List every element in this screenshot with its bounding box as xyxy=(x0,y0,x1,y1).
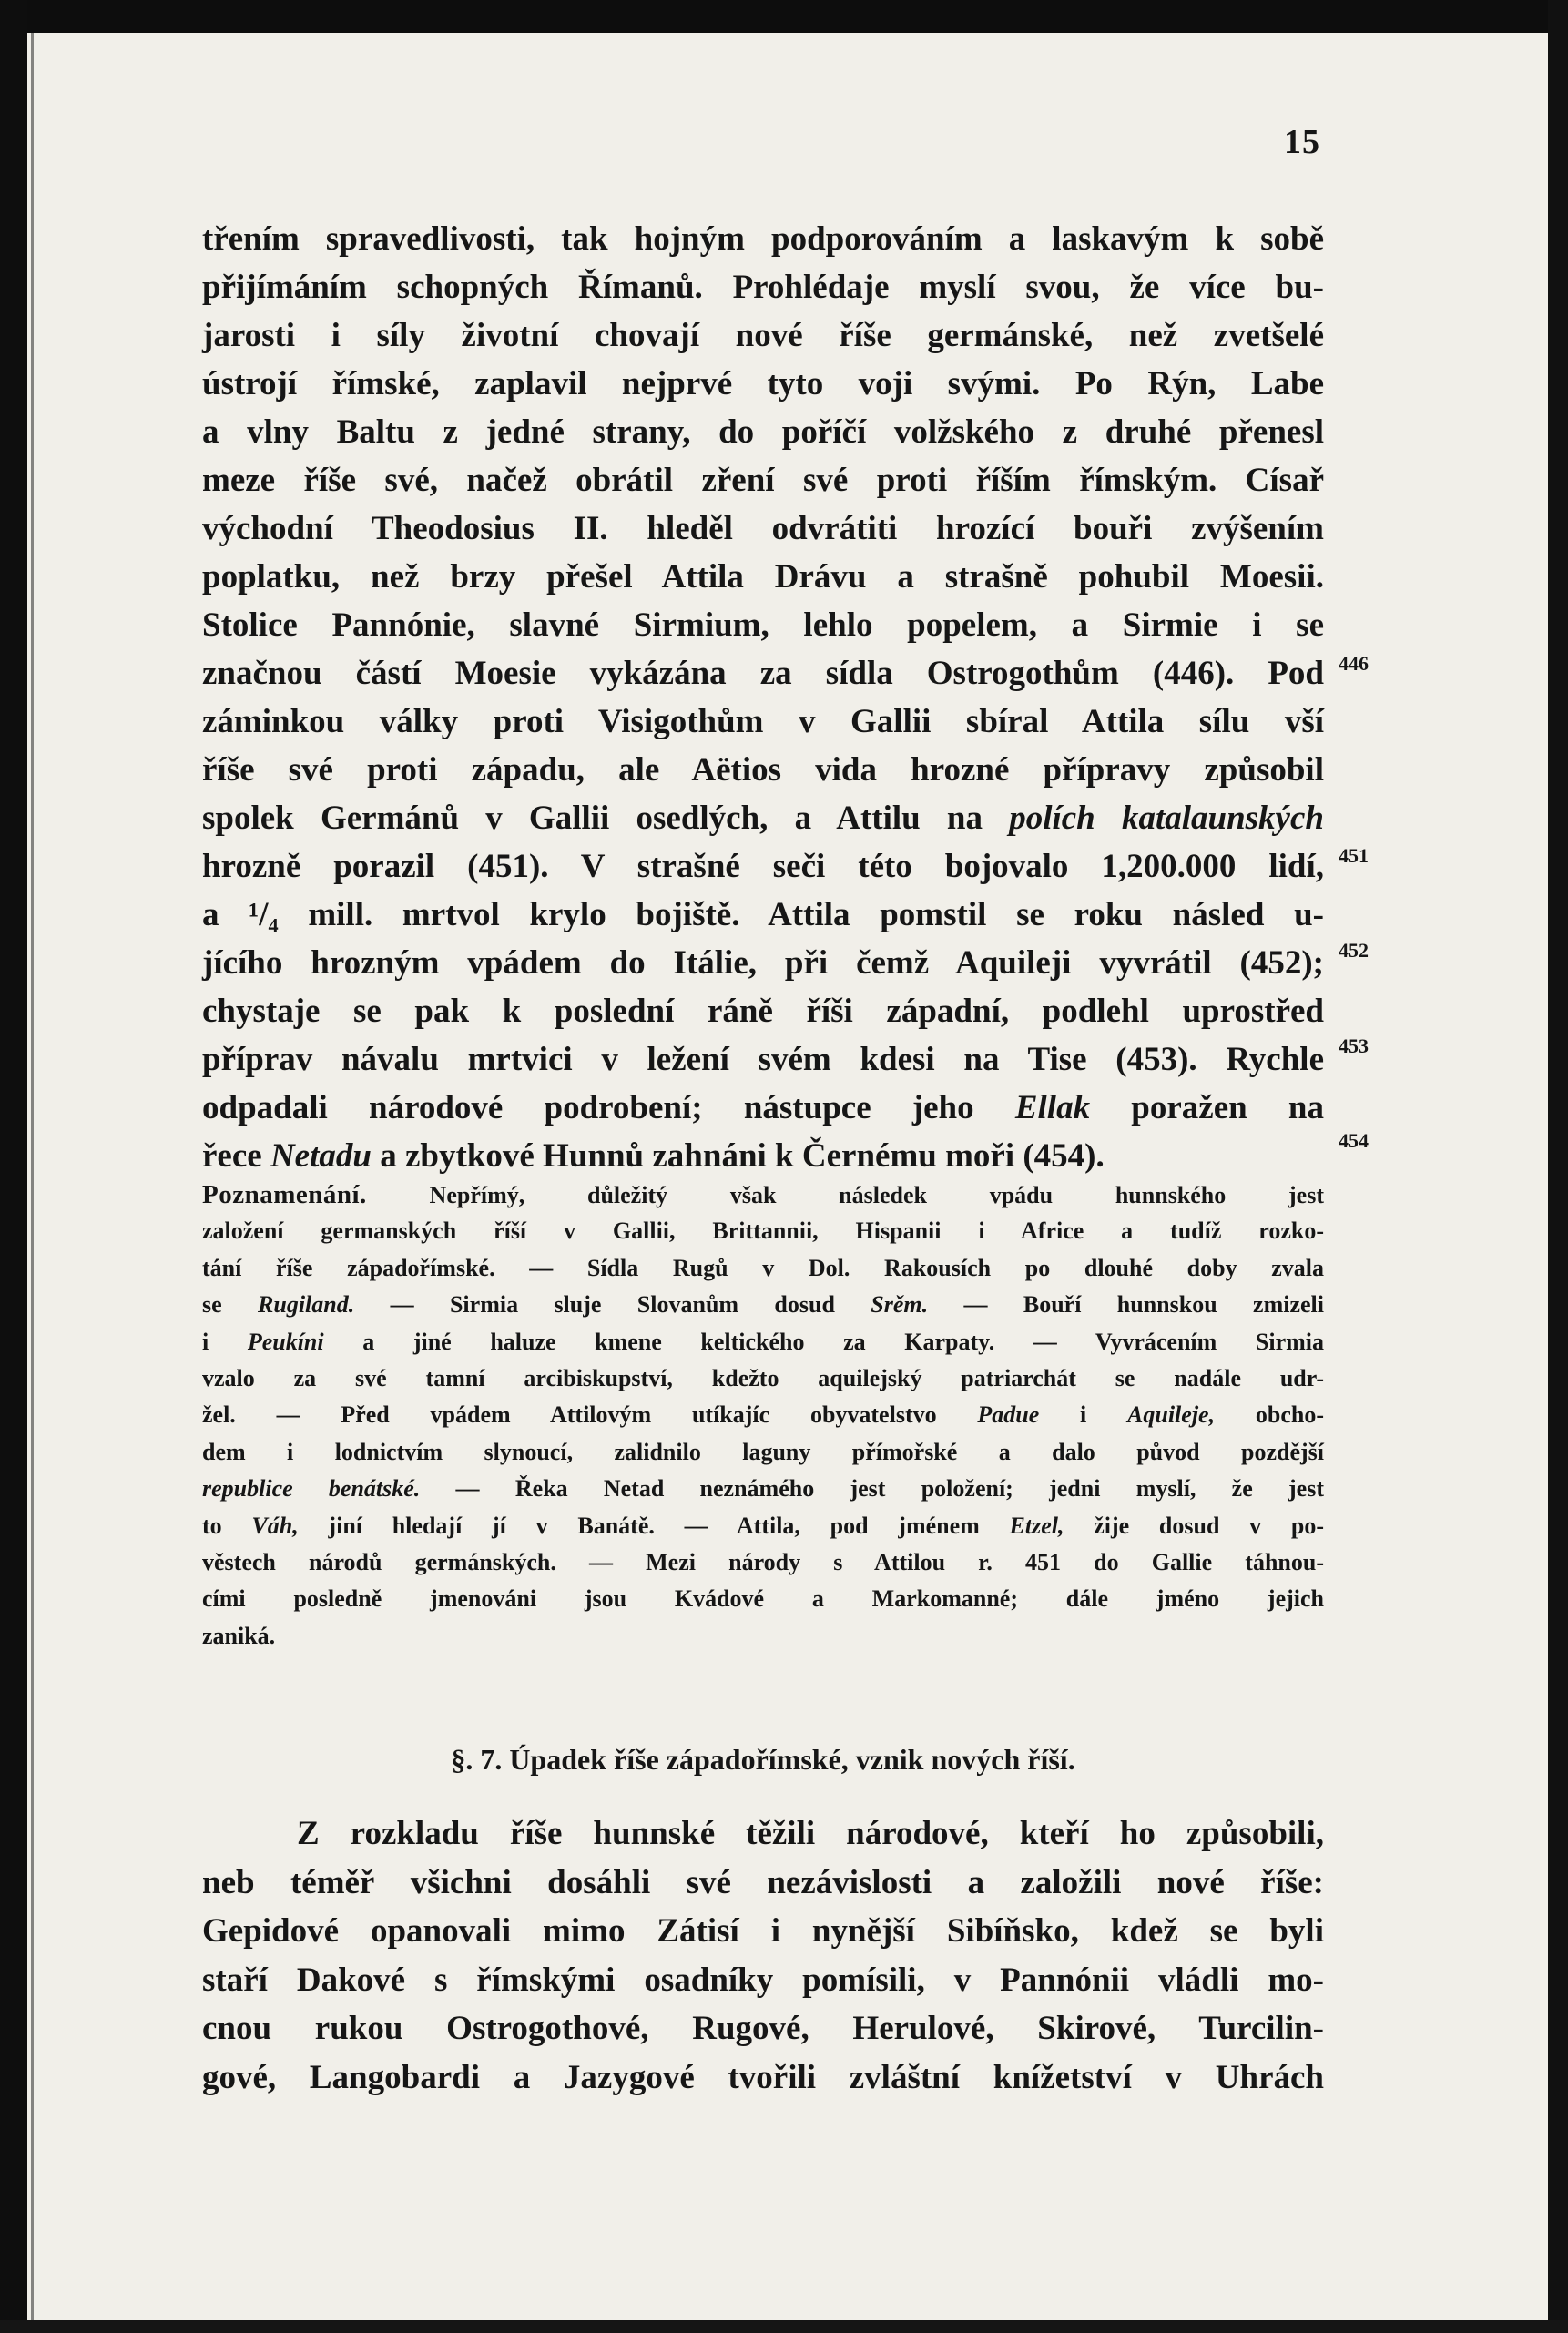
page-number: 15 xyxy=(1284,123,1320,161)
text-line: Gepidové opanovali mimo Zátisí i nynější Sibíňsko, kdež se byli xyxy=(202,1912,1324,1951)
text-run: — Řeka Netad neznámého jest položení; jedni myslí, že jest xyxy=(420,1475,1324,1503)
italic-term: Aquileje, xyxy=(1127,1401,1216,1429)
note-line xyxy=(202,1471,1324,1507)
text-line: Z rozkladu říše hunnské těžili národové, kteří ho způsobili, xyxy=(297,1815,1324,1852)
text-line: Stolice Pannónie, slavné Sirmium, lehlo popelem, a Sirmie i se xyxy=(202,606,1324,644)
margin-year-note: 454 xyxy=(1339,1129,1369,1152)
text-line: a vlny Baltu z jedné strany, do poříčí volžského z druhé přenesl xyxy=(202,413,1324,451)
italic-term: polích katalaunských xyxy=(1009,800,1324,837)
text-run: i xyxy=(1039,1401,1128,1429)
italic-term: Ellak xyxy=(1014,1089,1091,1126)
scan-border-bottom xyxy=(0,2320,1568,2333)
text-line: říše své proti západu, ale Aëtios vida hrozné přípravy způsobil xyxy=(202,751,1324,789)
italic-term: Rugiland. xyxy=(258,1291,355,1319)
text-line xyxy=(202,1132,1324,1180)
text-line: východní Theodosius II. hleděl odvrátiti hrozící bouři zvýšením xyxy=(202,510,1324,547)
text-line: jícího hrozným vpádem do Itálie, při čemž Aquileji vyvrátil (452); xyxy=(202,944,1324,982)
text-run: — Bouří hunnskou zmizeli xyxy=(928,1291,1324,1319)
note-line xyxy=(202,1287,1324,1323)
scan-border-top xyxy=(0,0,1568,33)
text-run: — Sirmia sluje Slovanům dosud xyxy=(354,1291,871,1319)
text-run: a zbytkové Hunnů zahnáni k Černému moři (454). xyxy=(371,1137,1105,1175)
italic-term: Netadu xyxy=(270,1137,372,1175)
note-line: věstech národů germánských. — Mezi národy s Attilou r. 451 do Gallie táhnou- xyxy=(202,1548,1324,1575)
margin-year-note: 452 xyxy=(1339,939,1369,962)
text-line: přijímáním schopných Římanů. Prohlédaje myslí svou, že více bu- xyxy=(202,269,1324,306)
note-line: založení germanských říší v Gallii, Brittannii, Hispanii i Africe a tudíž rozko- xyxy=(202,1217,1324,1245)
note-line xyxy=(202,1397,1324,1433)
text-line: cnou rukou Ostrogothové, Rugové, Herulové, Skirové, Turcilin- xyxy=(202,2010,1324,2048)
italic-term: Peukíni xyxy=(247,1328,324,1355)
italic-term: Padue xyxy=(977,1401,1040,1429)
text-run: odpadali národové podrobení; nástupce jeho xyxy=(202,1089,1015,1126)
text-line xyxy=(202,1084,1324,1132)
text-line: meze říše své, načež obrátil zření své proti říším římským. Císař xyxy=(202,462,1324,499)
text-line: značnou částí Moesie vykázána za sídla Ostrogothům (446). Pod xyxy=(202,655,1324,692)
text-run: to xyxy=(202,1512,252,1539)
note-line: tání říše západořímské. — Sídla Rugů v Dol. Rakousích po dlouhé doby zvala xyxy=(202,1254,1324,1281)
margin-year-note: 451 xyxy=(1339,844,1369,867)
text-line: jarosti i síly životní chovají nové říše germánské, než zvetšelé xyxy=(202,317,1324,354)
note-line xyxy=(202,1324,1324,1360)
text-line xyxy=(202,794,1324,842)
text-run: Nepřímý, důležitý však následek vpádu hunnského jest xyxy=(366,1182,1324,1208)
note-line xyxy=(202,1177,1324,1213)
text-run: a jiné haluze kmene keltického za Karpaty. — Vyvrácením Sirmia xyxy=(323,1328,1324,1355)
note-line: cími posledně jmenováni jsou Kvádové a Markomanné; dále jméno jejich xyxy=(202,1585,1324,1613)
text-line: třením spravedlivosti, tak hojným podporováním a laskavým k sobě xyxy=(202,220,1324,258)
note-line: vzalo za své tamní arcibiskupství, kdežto aquilejský patriarchát se nadále udr- xyxy=(202,1364,1324,1391)
scan-border-left xyxy=(0,0,27,2333)
text-run: spolek Germánů v Gallii osedlých, a Attilu na xyxy=(202,800,1010,837)
margin-year-note: 446 xyxy=(1339,652,1369,675)
italic-term: Váh, xyxy=(251,1512,299,1539)
margin-year-note: 453 xyxy=(1339,1034,1369,1057)
text-line: poplatku, než brzy přešel Attila Drávu a strašně pohubil Moesii. xyxy=(202,558,1324,596)
text-line: staří Dakové s římskými osadníky pomísili, v Pannónii vládli mo- xyxy=(202,1961,1324,1999)
binding-shadow xyxy=(31,33,34,2320)
main-text xyxy=(202,215,1324,1180)
text-run: i xyxy=(202,1328,248,1355)
text-line: příprav návalu mrtvici v ležení svém kdesi na Tise (453). Rychle xyxy=(202,1041,1324,1078)
italic-term: Srěm. xyxy=(871,1291,929,1319)
italic-term: republice benátské. xyxy=(202,1475,421,1503)
text-run: jiní hledají jí v Banátě. — Attila, pod jménem xyxy=(298,1512,1010,1539)
italic-term: Etzel, xyxy=(1009,1512,1064,1539)
text-line: gové, Langobardi a Jazygové tvořili zvláštní knížetství v Uhrách xyxy=(202,2058,1324,2096)
text-line: záminkou války proti Visigothům v Gallii sbíral Attila sílu vší xyxy=(202,703,1324,740)
text-line: neb téměř všichni dosáhli své nezávislosti a založili nové říše: xyxy=(202,1863,1324,1901)
text-run: žel. — Před vpádem Attilovým utíkajíc obyvatelstvo xyxy=(202,1401,978,1429)
section-heading: §. 7. Úpadek říše západořímské, vznik nových říší. xyxy=(451,1743,1075,1776)
text-run: poražen na xyxy=(1090,1089,1324,1126)
note-line: dem i lodnictvím slynoucí, zalidnilo laguny přímořské a dalo původ pozdější xyxy=(202,1438,1324,1465)
section-body xyxy=(202,1809,1324,2103)
note-line: zaniká. xyxy=(202,1622,276,1649)
note-heading: Poznamenání. xyxy=(202,1180,367,1209)
scan-border-right xyxy=(1548,0,1568,2333)
text-line: hrozně porazil (451). V strašné seči této bojovalo 1,200.000 lidí, xyxy=(202,848,1324,885)
text-run: obcho- xyxy=(1215,1401,1324,1429)
note-line xyxy=(202,1508,1324,1544)
text-line: chystaje se pak k poslední ráně říši západní, podlehl uprostřed xyxy=(202,993,1324,1030)
text-run: se xyxy=(202,1291,259,1319)
text-run: žije dosud v po- xyxy=(1064,1512,1324,1539)
footnote-block xyxy=(202,1177,1324,1655)
text-line: a ¹/₄ mill. mrtvol krylo bojiště. Attila pomstil se roku násled u- xyxy=(202,896,1324,933)
text-run: řece xyxy=(202,1137,270,1175)
text-line: ústrojí římské, zaplavil nejprvé tyto voji svými. Po Rýn, Labe xyxy=(202,365,1324,402)
